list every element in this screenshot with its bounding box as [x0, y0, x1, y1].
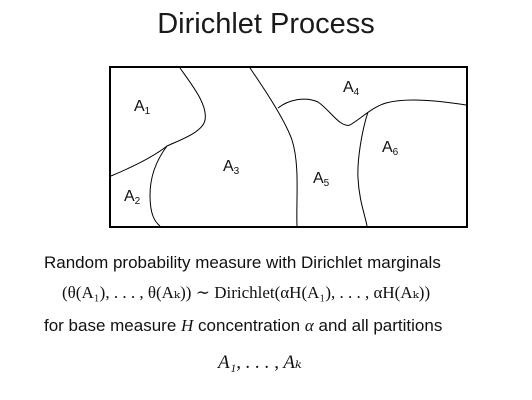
- region-label-a1: A1: [134, 98, 151, 117]
- boundary-a3-a5: [250, 68, 297, 226]
- partitions-formula: A₁, . . . , Aₖ: [218, 352, 302, 373]
- page-title: Dirichlet Process: [157, 8, 375, 40]
- formula-dist-name: Dirichlet: [214, 283, 275, 302]
- sample-space-box: [110, 67, 467, 227]
- boundary-a1-a3: [150, 68, 205, 226]
- dirichlet-formula: [62, 283, 430, 303]
- region-label-a2: A2: [124, 188, 141, 207]
- base-prefix: for base measure: [44, 316, 177, 335]
- base-measure-text: [44, 316, 484, 336]
- boundary-a5-a6: [358, 112, 368, 226]
- boundary-a4: [278, 99, 466, 125]
- h-symbol: H: [181, 316, 194, 335]
- base-middle: concentration: [198, 316, 301, 335]
- region-label-a5: A5: [313, 170, 330, 189]
- boundary-a1-a2: [111, 146, 167, 176]
- base-suffix: and all partitions: [318, 316, 443, 335]
- formula-lhs: (θ(A₁), . . . , θ(Aₖ)): [62, 283, 192, 302]
- region-label-a4: A4: [343, 79, 360, 98]
- region-label-a3: A3: [223, 158, 240, 177]
- region-label-a6: A6: [382, 139, 399, 158]
- alpha-symbol: α: [304, 316, 314, 335]
- formula-args: (αH(A₁), . . . , αH(Aₖ)): [274, 283, 431, 302]
- description-text: Random probability measure with Dirichlet marginals: [44, 253, 441, 272]
- formula-sim: ∼: [195, 283, 210, 302]
